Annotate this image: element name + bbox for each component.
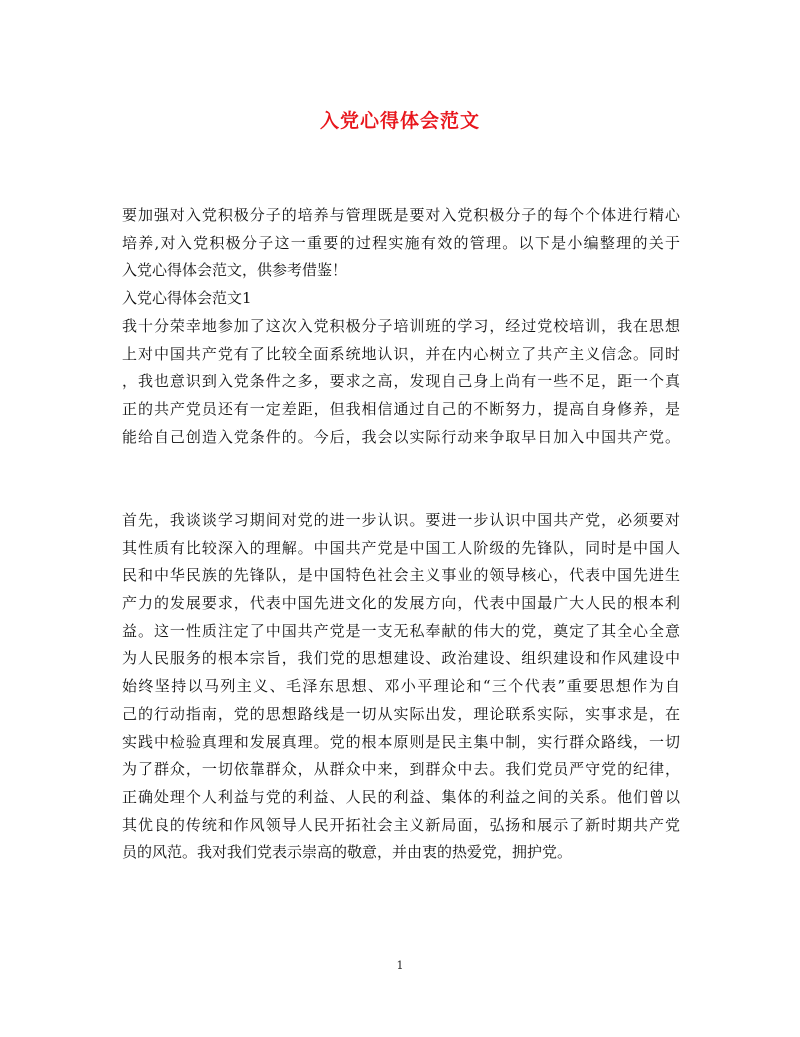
paragraph-line: 民和中华民族的先锋队，是中国特色社会主义事业的领导核心，代表中国先进生 [122,566,680,585]
page-number: 1 [396,959,404,972]
paragraph-line: 始终坚持以马列主义、毛泽东思想、邓小平理论和“三个代表”重要思想作为自 [122,677,680,696]
paragraph-line: 其优良的传统和作风领导人民开拓社会主义新局面，弘扬和展示了新时期共产党 [122,815,680,834]
paragraph-line: 我十分荣幸地参加了这次入党积极分子培训班的学习，经过党校培训，我在思想 [122,317,680,335]
paragraph-line: 正的共产党员还有一定差距，但我相信通过自己的不断努力，提高自身修养，是 [122,400,680,419]
paragraph-line: 实践中检验真理和发展真理。党的根本原则是民主集中制，实行群众路线，一切 [122,732,680,751]
paragraph-line: 产力的发展要求，代表中国先进文化的发展方向，代表中国最广大人民的根本利 [122,594,680,613]
paragraph-line: ，我也意识到入党条件之多，要求之高，发现自己身上尚有一些不足，距一个真 [122,372,680,391]
paragraph-line: 员的风范。我对我们党表示崇高的敬意，并由衷的热爱党，拥护党。 [122,843,573,862]
paragraph-line: 其性质有比较深入的理解。中国共产党是中国工人阶级的先锋队，同时是中国人 [122,538,680,557]
paragraph-line: 己的行动指南，党的思想路线是一切从实际出发，理论联系实际，实事求是，在 [122,704,680,723]
paragraph-line: 上对中国共产党有了比较全面系统地认识，并在内心树立了共产主义信念。同时 [122,344,680,363]
paragraph-1 [122,313,680,451]
paragraph-line: 益。这一性质注定了中国共产党是一支无私奉献的伟大的党，奠定了其全心全意 [122,621,680,640]
document-title: 入党心得体会范文 [319,110,480,132]
intro-line: 要加强对入党积极分子的培养与管理既是要对入党积极分子的每个个体进行精心 [122,206,680,224]
paragraph-line: 首先，我谈谈学习期间对党的进一步认识。要进一步认识中国共产党，必须要对 [122,511,680,529]
paragraph-2 [122,507,680,867]
intro-line: 培养,对入党积极分子这一重要的过程实施有效的管理。以下是小编整理的关于 [122,233,680,252]
paragraph-line: 正确处理个人利益与党的利益、人民的利益、集体的利益之间的关系。他们曾以 [122,787,680,806]
paragraph-line: 能给自己创造入党条件的。今后，我会以实际行动来争取早日加入中国共产党。 [122,427,680,446]
intro-paragraph [122,202,680,313]
paragraph-line: 为人民服务的根本宗旨，我们党的思想建设、政治建设、组织建设和作风建设中 [122,649,680,668]
paragraph-line: 为了群众，一切依靠群众，从群众中来，到群众中去。我们党员严守党的纪律， [122,760,680,779]
intro-line: 入党心得体会范文，供参考借鉴！ [122,261,348,280]
section-heading: 入党心得体会范文1 [122,289,252,308]
